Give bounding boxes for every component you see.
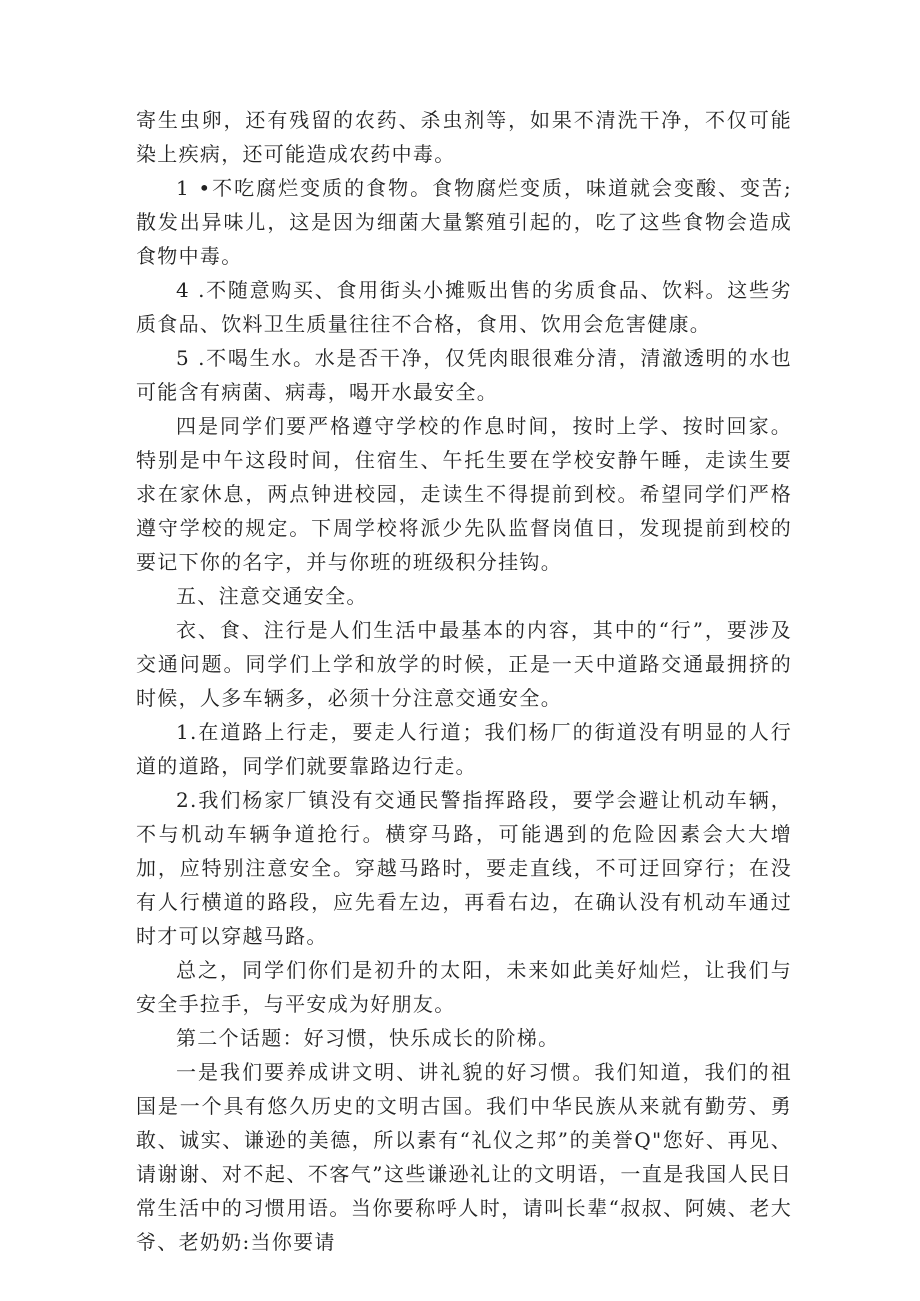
paragraph-rotten-food: 1 •不吃腐烂变质的食物。食物腐烂变质，味道就会变酸、变苦;散发出异味儿，这是因为细菌大量繁殖引起的，吃了这些食物会造成食物中毒。 bbox=[136, 176, 792, 268]
paragraph-parasites: 寄生虫卵，还有残留的农药、杀虫剂等，如果不清洗干净，不仅可能染上疾病，还可能造成农药中毒。 bbox=[136, 108, 792, 166]
paragraph-crossing-road: 2.我们杨家厂镇没有交通民警指挥路段，要学会避让机动车辆，不与机动车辆争道抢行。横穿马路，可能遇到的危险因素会大大增加，应特别注意安全。穿越马路时，要走直线，不可迂回穿行；在没有人行横道的路段，应先看左边，再看右边，在确认没有机动车通过时才可以穿越马路。 bbox=[136, 788, 792, 948]
paragraph-civility: 一是我们要养成讲文明、讲礼貌的好习惯。我们知道，我们的祖国是一个具有悠久历史的文明古国。我们中华民族从来就有勤劳、勇敢、诚实、谦逊的美德，所以素有“礼仪之邦”的美誉Q"您好、再见、请谢谢、对不起、不客气”这些谦逊礼让的文明语，一直是我国人民日常生活中的习惯用语。当你要称呼人时，请叫长辈“叔叔、阿姨、老大爷、老奶奶:当你要请 bbox=[136, 1060, 792, 1254]
section-heading-traffic-safety: 五、注意交通安全。 bbox=[176, 584, 368, 608]
paragraph-traffic-intro: 衣、食、注行是人们生活中最基本的内容，其中的“行”，要涉及交通问题。同学们上学和放学的时候，正是一天中道路交通最拥挤的时候，人多车辆多，必须十分注意交通安全。 bbox=[136, 618, 792, 710]
paragraph-sidewalk: 1.在道路上行走，要走人行道；我们杨厂的街道没有明显的人行道的道路，同学们就要靠路边行走。 bbox=[136, 720, 792, 778]
paragraph-raw-water: 5 .不喝生水。水是否干净，仅凭肉眼很难分清，清澈透明的水也可能含有病菌、病毒，喝开水最安全。 bbox=[136, 346, 792, 404]
paragraph-street-vendors: 4 .不随意购买、食用街头小摊贩出售的劣质食品、饮料。这些劣质食品、饮料卫生质量往往不合格，食用、饮用会危害健康。 bbox=[136, 278, 792, 336]
document-page bbox=[136, 103, 792, 1259]
section-heading-good-habits: 第二个话题：好习惯，快乐成长的阶梯。 bbox=[176, 1026, 560, 1050]
paragraph-conclusion: 总之，同学们你们是初升的太阳，未来如此美好灿烂，让我们与安全手拉手，与平安成为好朋友。 bbox=[136, 958, 792, 1016]
paragraph-school-schedule: 四是同学们要严格遵守学校的作息时间，按时上学、按时回家。特别是中午这段时间，住宿生、午托生要在学校安静午睡，走读生要求在家休息，两点钟进校园，走读生不得提前到校。希望同学们严格遵守学校的规定。下周学校将派少先队监督岗值日，发现提前到校的要记下你的名字，并与你班的班级积分挂钩。 bbox=[136, 414, 792, 574]
